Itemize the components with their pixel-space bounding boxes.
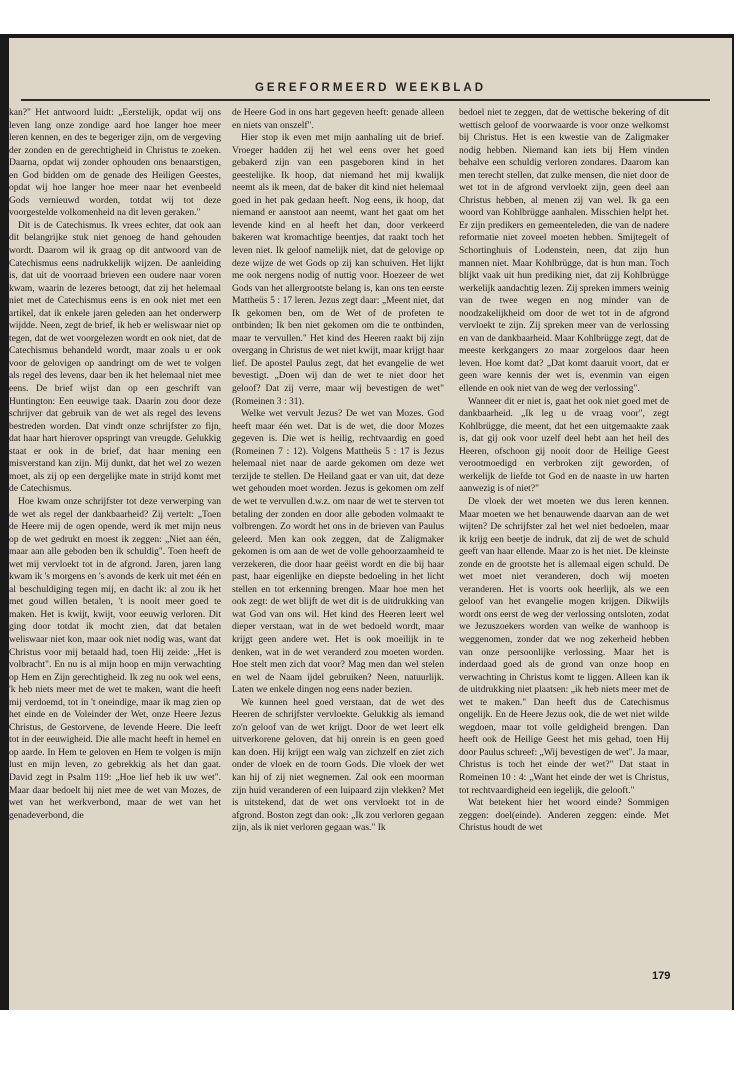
- paragraph: We kunnen heel goed verstaan, dat de wet des Heeren de schrijfster vervloekte. Gelukkig als iemand zo'n geloof van de wet krijgt. Door de wet leert elk uitverkorene geloven, dat hij onrein is en geen goed kan doen. Hij krijgt een walg van zichzelf en ziet zich onder de vloek en de toorn Gods. Die vloek der wet kan hij of zij niet wegnemen. Zal ook een moorman zijn huid veranderen of een luipaard zijn vlekken? Met is uitstekend, dat de wet ons vervloekt tot in de afgrond. Boston zegt dan ook: „Ik zou verloren gegaan zijn, als ik niet verloren gegaan was." Ik: [232, 696, 444, 834]
- document-page: [9, 38, 732, 1010]
- column-1: [9, 107, 221, 975]
- paragraph: Wat betekent hier het woord einde? Sommigen zeggen: doel(einde). Anderen zeggen: einde. Met Christus houdt de wet: [459, 797, 669, 834]
- column-2: [232, 107, 444, 975]
- paragraph: Hier stop ik even met mijn aanhaling uit de brief. Vroeger hadden zij het wel eens over het goed gebakerd zijn van een pasgeboren kind in het geestelijke. Ik hoop, dat niemand het mij kwalijk neemt als ik meen, dat de baker dit kind niet helemaal goed in het pak gedaan heeft. Nog eens, ik hoop, dat niemand er aanstoot aan neemt, want het gaat om het levende kind en al heeft het dan, door verkeerd bakeren wat kromachtige beentjes, dat raakt toch het leven niet. Ik geloof namelijk niet, dat de gelovige op deze wijze de wet Gods op zij kan schuiven. Het lijkt me ook nergens nodig of nuttig voor. Hoezeer de wet Gods van het allergrootste belang is, kan ons ten eerste Mattheüs 5 : 17 leren. Jezus zegt daar: „Meent niet, dat Ik gekomen ben, om de Wet of de profeten te ontbinden; Ik ben niet gekomen om die te ontbinden, maar te vervullen." Het kind des Heeren raakt bij zijn overgang in Christus de wet niet kwijt, maar krijgt haar lief. De apostel Paulus zegt, dat het evangelie de wet bevestigt. „Doen wij dan de wet te niet door het geloof? Dat zij verre, maar wij bevestigen de wet" (Romeinen 3 : 31).: [232, 132, 444, 407]
- paragraph: bedoel niet te zeggen, dat de wettische bekering of dit wettisch geloof de voorwaarde is voor onze welkomst bij Christus. Het is een kwestie van de Zaligmaker nodig hebben. Niemand kan iets bij Hem vinden behalve een schuldig verloren zondares. Daarom kan men terecht stellen, dat zulke mensen, die niet door de wet tot in de afgrond vervloekt zijn, geen deel aan Christus hebben, al menen zij van wel. Ik ga een woord van Kohlbrügge aanhalen. Misschien helpt het. Er zijn predikers en gemeenteleden, die van de nadere reformatie niet zoveel moeten hebben. Smijtegelt of Schortinghuis of Lodenstein, neen, dat zijn hun mannen niet. Maar Kohlbrügge, dat is hun man. Toch blijkt vaak uit hun prediking niet, dat zij Kohlbrügge werkelijk aandachtig lezen. Zij spreken immers weinig van de twee wegen en nog minder van de noodzakelijkheid om door de wet tot in de afgrond vervloekt te zijn. Zij spreken meer van de verlossing en van de dankbaarheid. Maar Kohlbrügge zegt, dat de meeste kerkgangers zo maar zorgeloos daar heen leven. Hoe komt dat? „Dat komt daaruit voort, dat er geen ware kennis der wet is, evenmin van eigen ellende en ook niet van de weg der verlossing".: [459, 107, 669, 395]
- paragraph: Hoe kwam onze schrijfster tot deze verwerping van de wet als regel der dankbaarheid? Zij vertelt: „Toen de Heere mij de ogen opende, werd ik met mijn neus op de wet gedrukt en moest ik zeggen: „Niet aan één, maar aan alle geboden ben ik schuldig". Toen heeft de wet mij vervloekt tot in de afgrond. Jaren, jaren lang kwam ik 's morgens en 's avonds de kerk uit met één en al beschuldiging tegen mij, en dacht ik: al zou ik het met goud willen betalen, 't is nooit meer goed te maken. Het is kwijt, kwijt, voor eeuwig verloren. Dit ging door totdat ik mocht zien, dat dat betalen weliswaar niet kon, maar ook niet nodig was, want dat Christus voor mij betaald had, toen Hij zeide: „Het is volbracht". En nu is al mijn hoop en mijn verwachting op Hem en Zijn gerechtigheid. Ik zeg nu ook wel eens, 'k heb niets meer met de wet te maken, want die heeft mij verdoemd, tot in 't oneindige, maar ik mag zien op het einde en de Voleinder der Wet, onze Heere Jezus Christus, de Gestorvene, de levende Heere. Die leeft tot in der eeuwigheid. Die alle macht heeft in hemel en op aarde. In Hem te geloven en Hem te volgen is mijn lust en mijn leven, zo gebrekkig als het dan gaat. David zegt in Psalm 119: „Hoe lief heb ik uw wet". Maar daar bedoelt hij niet mee de wet van Mozes, de wet van het werkverbond, maar de wet van het genadeverbond, die: [9, 495, 221, 821]
- paragraph: kan?" Het antwoord luidt: „Eerstelijk, opdat wij ons leven lang onze zondige aard hoe langer hoe meer leren kennen, en des te begeriger zijn, om de vergeving der zonden en de gerechtigheid in Christus te zoeken. Daarna, opdat wij zonder ophouden ons benaarstigen, en God bidden om de genade des Heiligen Geestes, opdat wij hoe langer hoe meer naar het evenbeeld Gods vernieuwd worden, totdat wij tot deze voorgestelde volkomenheid na dit leven geraken.": [9, 107, 221, 219]
- page-number: 179: [652, 970, 671, 982]
- paragraph: Welke wet vervult Jezus? De wet van Mozes. God heeft maar één wet. Dat is de wet, die door Mozes gegeven is. Die wet is heilig, rechtvaardig en goed (Romeinen 7 : 12). Volgens Mattheüs 5 : 17 is Jezus helemaal niet naar de aarde gekomen om deze wet terzijde te stellen. De Heiland gaat er van uit, dat deze wet gehouden moet worden. Jezus is gekomen om zelf de wet te vervullen d.w.z. om naar de wet te sterven tot betaling der zonden en door alle geboden volmaakt te volbrengen. Zo wordt het ons in de brieven van Paulus geleerd. Men kan ook zeggen, dat de Zaligmaker gekomen is om aan de wet de volle gehoorzaamheid te verzekeren, die door haar geëist wordt en die bij haar past, haar eigenlijke en diepste bedoeling in het licht stellen en tot erkenning brengen. Maar hoe men het ook zegt: de wet blijft de wet dit is de uitdrukking van wat God van ons wil. Het kind des Heeren leert wel dieper verstaan, wat in de wet bedoeld wordt, maar krijgt geen andere wet. Het is ook moeilijk in te denken, wat in de wet veranderd zou moeten worden. Hoe stelt men zich dat voor? Mag men dan wel stelen en wel de Naam ijdel gebruiken? Neen, natuurlijk. Laten we enkele dingen nog eens nader bezien.: [232, 408, 444, 696]
- page-header-title: GEREFORMEERD WEEKBLAD: [254, 82, 487, 94]
- paragraph: de Heere God in ons hart gegeven heeft: genade alleen en niets van onszelf".: [232, 107, 444, 131]
- paragraph: Wanneer dit er niet is, gaat het ook niet goed met de dankbaarheid. „Ik leg u de vraag voor", zegt Kohlbrügge, die meent, dat het een uitgemaakte zaak is, dat gij ook voor uzelf deel hebt aan het heil des Heeren, ofschoon gij nooit door de Heilige Geest verootmoedigd en verbroken zijt geworden, of werkelijk de liefde tot God en de naaste in uw harten aanwezig is of niet?": [459, 395, 669, 495]
- column-3: [459, 107, 669, 975]
- header-rule: [21, 99, 710, 101]
- paragraph: Dit is de Catechismus. Ik vrees echter, dat ook aan dit belangrijke stuk niet genoeg de hand gehouden wordt. Daarom wil ik graag op dit antwoord van de Catechismus eens nadrukkelijk wijzen. De aanleiding is, dat uit de voorraad brieven een oudere naar voren kwam, waarin de lezeres betoogt, dat zij het helemaal niet met de Catechismus eens is en ook niet met een artikel, dat ik enkele jaren geleden aan het onderwerp wijdde. Neen, zegt de brief, ik heb er weliswaar niet op tegen, dat de wet voorgelezen wordt en ook niet, dat de Catechismus behandeld wordt, maar zoals u er ook voor de gelovigen op aandringt om de wet te volgen als regel des levens, daar ben ik het helemaal niet mee eens. De brief wijst dan op een geschrift van Huntington: Een eeuwige taak. Daarin zou door deze schrijver dat gebruik van de wet als regel des levens bestreden worden. Dat vindt onze schrijfster zo fijn, dat haar hart hierover opspringt van vreugde. Gelukkig staat er ook in de brief, dat haar mening een misverstand kan zijn. Mij dunkt, dat het wel zo wezen moet, als zij op een dergelijke mate in strijd komt met de Catechismus.: [9, 219, 221, 495]
- paragraph: De vloek der wet moeten we dus leren kennen. Maar moeten we het benauwende daarvan aan de wet wijten? De schrijfster zal het wel niet bedoelen, maar ik krijg een beetje de indruk, dat zij de wet de schuld geeft van haar ellende. Maar zo is het niet. De kleinste zonde en de grootste het is allemaal eigen schuld. De wet moet niet veranderen, doch wij moeten veranderen. Het is voorts ook heerlijk, als we een geloof van het evangelie mogen krijgen. Dikwijls wordt ons eerst de weg der verlossing ontsloten, zodat we Jezuszoekers worden van welke de wanhoop is weggenomen, zonder dat we nog zekerheid hebben van onze persoonlijke verlossing. Maar het is inderdaad goed als de grond van onze hoop en verwachting in Christus komt te liggen. Alleen kan ik de uitdrukking niet plaatsen: „ik heb niets meer met de wet te maken." Dan heeft dus de Catechismus ongelijk. En de Heere Jezus ook, die de wet niet wilde wegdoen, maar tot volle geldigheid brengen. Dan heeft ook de Heilige Geest het mis gehad, toen Hij door Paulus schreef: „Wij bevestigen de wet". Ja maar, Christus is toch het einde der wet?" Dat staat in Romeinen 10 : 4: „Want het einde der wet is Christus, tot rechtvaardigheid een iegelijk, die gelooft.": [459, 495, 669, 796]
